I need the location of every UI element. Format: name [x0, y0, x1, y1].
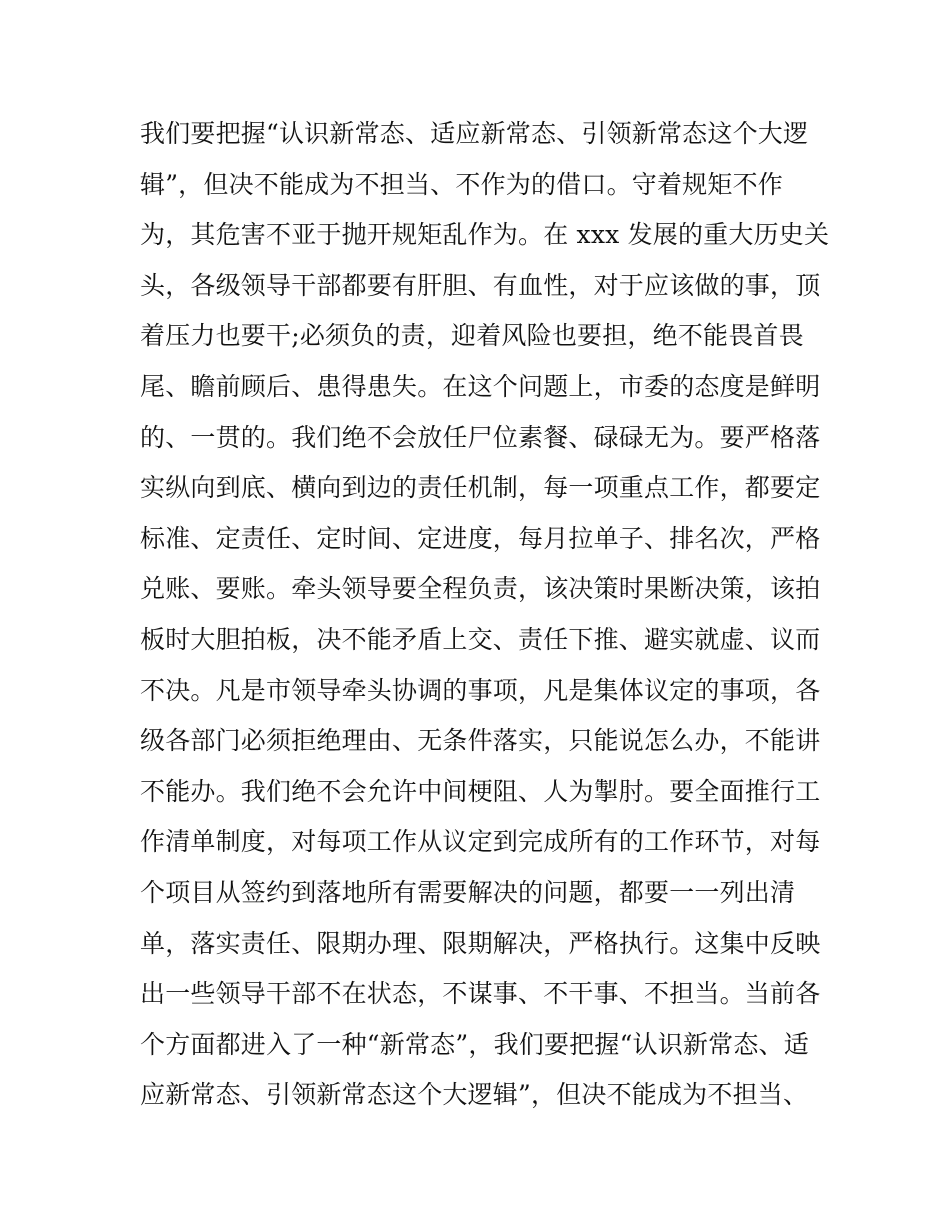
text-line: 应新常态、引领新常态这个大逻辑”，但决不能成为不担当、 [140, 1080, 809, 1110]
text-line: 作清单制度，对每项工作从议定到完成所有的工作环节，对每 [140, 827, 821, 857]
text-line: 我们要把握“认识新常态、适应新常态、引领新常态这个大逻 [140, 119, 809, 148]
text-line: 为，其危害不亚于抛开规矩乱作为。在 xxx 发展的重大历史关 [140, 220, 830, 250]
text-line: 标准、定责任、定时间、定进度，每月拉单子、排名次，严格 [140, 523, 821, 553]
text-line: 尾、瞻前顾后、患得患失。在这个问题上，市委的态度是鲜明 [140, 371, 821, 401]
body-paragraph [140, 109, 830, 1121]
text-line: 级各部门必须拒绝理由、无条件落实，只能说怎么办，不能讲 [140, 726, 821, 756]
text-line: 的、一贯的。我们绝不会放任尸位素餐、碌碌无为。要严格落 [140, 422, 821, 452]
text-line: 头，各级领导干部都要有肝胆、有血性，对于应该做的事，顶 [140, 270, 821, 300]
text-line: 实纵向到底、横向到边的责任机制，每一项重点工作，都要定 [140, 473, 821, 503]
text-line: 不决。凡是市领导牵头协调的事项，凡是集体议定的事项，各 [140, 675, 821, 705]
text-line: 个方面都进入了一种“新常态”，我们要把握“认识新常态、适 [140, 1029, 809, 1059]
text-line: 不能办。我们绝不会允许中间梗阻、人为掣肘。要全面推行工 [140, 776, 821, 806]
text-line: 辑”，但决不能成为不担当、不作为的借口。守着规矩不作 [140, 169, 783, 199]
text-line: 出一些领导干部不在状态，不谋事、不干事、不担当。当前各 [140, 979, 821, 1009]
text-line: 个项目从签约到落地所有需要解决的问题，都要一一列出清 [140, 877, 796, 907]
text-line: 单，落实责任、限期办理、限期解决，严格执行。这集中反映 [140, 928, 821, 958]
text-line: 板时大胆拍板，决不能矛盾上交、责任下推、避实就虚、议而 [140, 624, 821, 654]
text-line: 着压力也要干;必须负的责，迎着风险也要担，绝不能畏首畏 [140, 321, 804, 351]
text-line: 兑账、要账。牵头领导要全程负责，该决策时果断决策，该拍 [140, 574, 821, 604]
